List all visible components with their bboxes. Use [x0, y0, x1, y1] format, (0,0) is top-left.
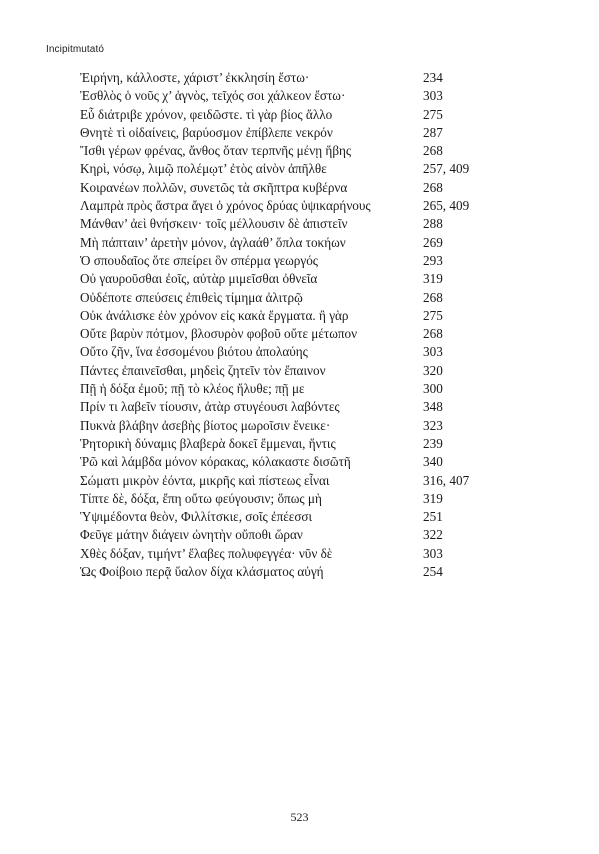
incipit-verse: Χθὲς δόξαν, τιμήντ’ ἔλαβες πολυφεγγέα· νῦν δὲ: [80, 545, 333, 561]
incipit-verse: Λαμπρὰ πρὸς ἄστρα ἄγει ὁ χρόνος δρύας ὑψικαρήνους: [80, 198, 371, 214]
index-entry: [80, 106, 480, 124]
incipit-verse: Φεῦγε μάτην διάγειν ὠνητὴν οὔποθι ὥραν: [80, 527, 303, 543]
incipit-verse: Πάντες ἐπαινεῖσθαι, μηδεὶς ζητεῖν τὸν ἔπαινον: [80, 362, 326, 378]
incipit-verse: Μάνθαν’ ἀεὶ θνήσκειν· τοῖς μέλλουσιν δὲ ἀπιστεῖν: [80, 216, 348, 232]
page-reference: 288: [423, 216, 443, 232]
page-reference: 268: [423, 326, 443, 342]
page-reference: 303: [423, 88, 443, 104]
index-entry: [80, 87, 480, 105]
incipit-verse: Σώματι μικρὸν ἐόντα, μικρῆς καὶ πίστεως εἶναι: [80, 472, 330, 488]
incipit-verse: Θνητὲ τὶ οἰδαίνεις, βαρύοσμον ἐπίβλεπε νεκρόν: [80, 124, 333, 140]
page-reference: 303: [423, 545, 443, 561]
index-entry: [80, 417, 480, 435]
page-reference: 257, 409: [423, 161, 470, 177]
incipit-verse: Πῇ ἡ δόξα ἐμοῦ; πῇ τὸ κλέος ἤλυθε; πῇ με: [80, 381, 305, 397]
page-reference: 265, 409: [423, 198, 470, 214]
incipit-verse: Ῥῶ καὶ λάμβδα μόνον κόρακας, κόλακαστε δισῶτῆ: [80, 454, 351, 470]
index-entry: [80, 69, 480, 87]
page-reference: 275: [423, 106, 443, 122]
page-reference: 340: [423, 454, 443, 470]
page-reference: 268: [423, 289, 443, 305]
page-reference: 269: [423, 234, 443, 250]
page-reference: 234: [423, 70, 443, 85]
page-reference: 268: [423, 143, 443, 159]
page-reference: 300: [423, 381, 443, 397]
page-reference: 316, 407: [423, 472, 470, 488]
incipit-verse: Τίπτε δὲ, δόξα, ἔπη οὔτω φεύγουσιν; ὅπως μὴ: [80, 490, 322, 506]
running-title: Incipitmutató: [46, 44, 104, 55]
page-reference: 303: [423, 344, 443, 360]
page-reference: 322: [423, 527, 443, 543]
incipit-verse: Εὖ διάτριβε χρόνον, φειδῶστε. τὶ γὰρ βίος ἄλλο: [80, 106, 333, 122]
page-reference: 348: [423, 399, 443, 415]
index-entry: [80, 270, 480, 288]
incipit-verse: Ὡς Φοίβοιο περᾷ ὕαλον δίχα κλάσματος αὐγή: [80, 564, 324, 580]
index-entry: [80, 545, 480, 563]
incipit-index-list: [80, 69, 480, 581]
page-reference: 268: [423, 179, 443, 195]
incipit-verse: Ἐσθλὸς ὁ νοῦς χ’ ἁγνὸς, τεῖχός σοι χάλκεον ἔστω·: [80, 88, 346, 104]
page-reference: 319: [423, 490, 443, 506]
index-entry: [80, 325, 480, 343]
incipit-verse: Οὔτο ζῆν, ἵνα ἐσσομένου βιότου ἀπολαύης: [80, 344, 308, 360]
incipit-verse: Οὐκ ἀνάλισκε ἐὸν χρόνον εἰς κακὰ ἔργματα. ἢ γὰρ: [80, 307, 349, 323]
index-entry: [80, 453, 480, 471]
page-reference: 239: [423, 435, 443, 451]
page-reference: 254: [423, 564, 443, 580]
index-entry: [80, 362, 480, 380]
incipit-verse: Οὔτε βαρὺν πότμον, βλοσυρὸν φοβοῦ οὔτε μέτωπον: [80, 326, 358, 342]
incipit-verse: Μὴ πάπταιν’ ἀρετὴν μόνον, ἀγλαάθ’ ὅπλα τοκήων: [80, 234, 346, 250]
incipit-verse: Ἴσθι γέρων φρένας, ἄνθος ὅταν τερπνῆς μένῃ ἥβης: [80, 143, 352, 159]
page-reference: 320: [423, 362, 443, 378]
page-reference: 275: [423, 307, 443, 323]
index-entry: [80, 307, 480, 325]
page-reference: 287: [423, 124, 443, 140]
index-entry: [80, 160, 480, 178]
index-entry: [80, 435, 480, 453]
page-reference: 323: [423, 417, 443, 433]
index-entry: [80, 472, 480, 490]
index-entry: [80, 490, 480, 508]
index-entry: [80, 398, 480, 416]
index-entry: [80, 526, 480, 544]
incipit-verse: Ὁ σπουδαῖος ὅτε σπείρει ὃν σπέρμα γεωργός: [80, 252, 319, 268]
page-number: 523: [290, 810, 309, 824]
index-entry: [80, 197, 480, 215]
index-entry: [80, 343, 480, 361]
index-entry: [80, 142, 480, 160]
page-reference: 293: [423, 252, 443, 268]
index-entry: [80, 179, 480, 197]
index-entry: [80, 563, 480, 581]
incipit-verse: Πρίν τι λαβεῖν τίουσιν, ἀτὰρ στυγέουσι λαβόντες: [80, 399, 340, 415]
page-reference: 319: [423, 271, 443, 287]
index-entry: [80, 252, 480, 270]
page-reference: 251: [423, 509, 443, 525]
incipit-verse: Κηρὶ, νόσῳ, λιμῷ πολέμῳτ’ ἐτὸς αἰνὸν ἀπῆλθε: [80, 161, 327, 177]
index-entry: [80, 508, 480, 526]
incipit-verse: Κοιρανέων πολλῶν, συνετῶς τὰ σκῆπτρα κυβέρνα: [80, 179, 348, 195]
incipit-verse: Οὐ γαυροῦσθαι ἐοῖς, αὐτὰρ μιμεῖσθαι ὀθνεῖα: [80, 271, 318, 287]
index-entry: [80, 124, 480, 142]
incipit-verse: Ὑψιμέδοντα θεὸν, Φιλλίτσκιε, σοῖς ἐπέεσσι: [80, 509, 313, 525]
incipit-verse: Πυκνὰ βλάβην ἀσεβὴς βίοτος μωροῖσιν ἔνεικε·: [80, 417, 331, 433]
incipit-verse: Οὐδέποτε σπεύσεις ἐπιθεὶς τίμημα ἀλιτρῷ: [80, 289, 303, 305]
index-entry: [80, 234, 480, 252]
incipit-verse: Ἐιρήνη, κάλλοστε, χάριστ’ ἐκκλησίη ἔστω·: [80, 70, 310, 85]
index-entry: [80, 380, 480, 398]
index-entry: [80, 289, 480, 307]
index-entry: [80, 215, 480, 233]
incipit-verse: Ῥητορικὴ δύναμις βλαβερὰ δοκεῖ ἔμμεναι, ἥντις: [80, 435, 336, 451]
